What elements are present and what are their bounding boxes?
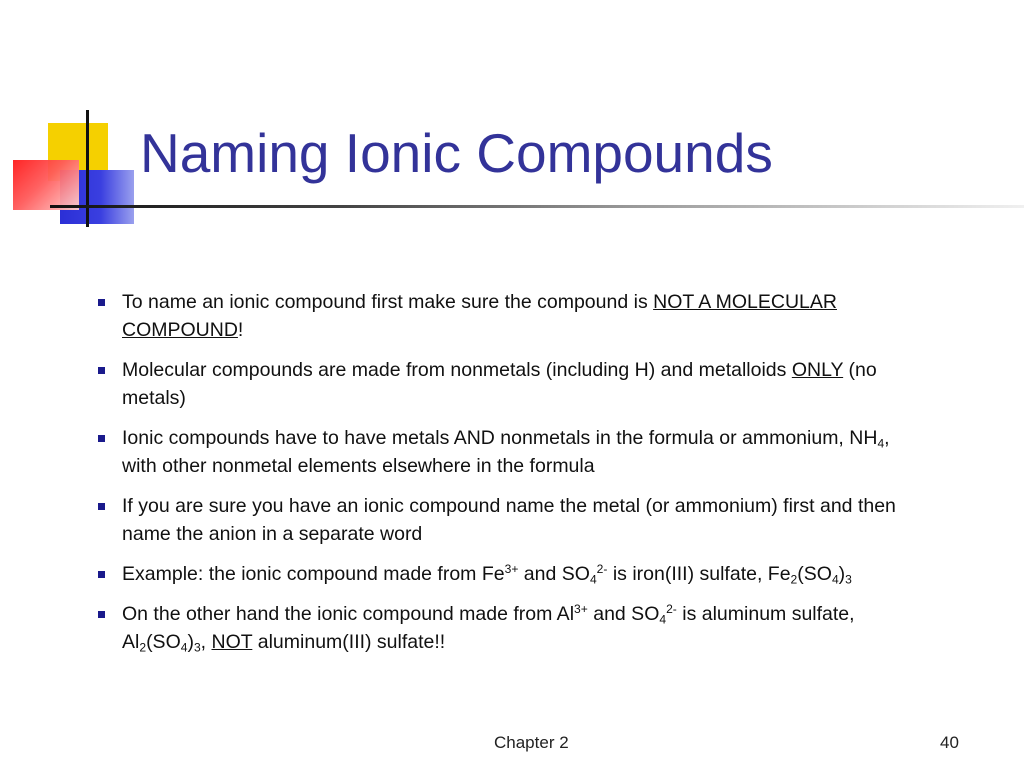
bullet-item: Ionic compounds have to have metals AND nonmetals in the formula or ammonium, $NH_4$, with other nonmetal elements elsewhere in the formula bbox=[96, 424, 926, 480]
square-bullet-icon bbox=[98, 435, 105, 442]
square-bullet-icon bbox=[98, 367, 105, 374]
footer-chapter: Chapter 2 bbox=[494, 733, 569, 752]
logo-red-square bbox=[13, 160, 79, 210]
square-bullet-icon bbox=[98, 299, 105, 306]
slide-title: Naming Ionic Compounds bbox=[140, 122, 773, 184]
footer-page-number: 40 bbox=[940, 733, 959, 752]
bullet-item: Molecular compounds are made from nonmetals (including H) and metalloids ONLY (no metals) bbox=[96, 356, 926, 412]
bullet-item: Example: the ionic compound made from $Fe^{3+}$ and $SO_4^{2-}$ is iron(III) sulfate, $Fe_2(SO_4)_3$ bbox=[96, 560, 926, 588]
bullet-item: To name an ionic compound first make sure the compound is NOT A MOLECULAR COMPOUND! bbox=[96, 288, 926, 344]
bullet-item: On the other hand the ionic compound made from $Al^{3+}$ and $SO_4^{2-}$ is aluminum sulfate, $Al_2(SO_4)_3$, NOT aluminum(III) sulfate!! bbox=[96, 600, 926, 656]
title-underline-rule bbox=[50, 205, 1024, 208]
square-bullet-icon bbox=[98, 503, 105, 510]
bullet-item: If you are sure you have an ionic compound name the metal (or ammonium) first and then name the anion in a separate word bbox=[96, 492, 926, 548]
bullet-list bbox=[96, 288, 926, 668]
square-bullet-icon bbox=[98, 571, 105, 578]
square-bullet-icon bbox=[98, 611, 105, 618]
logo-vertical-line bbox=[86, 110, 89, 227]
